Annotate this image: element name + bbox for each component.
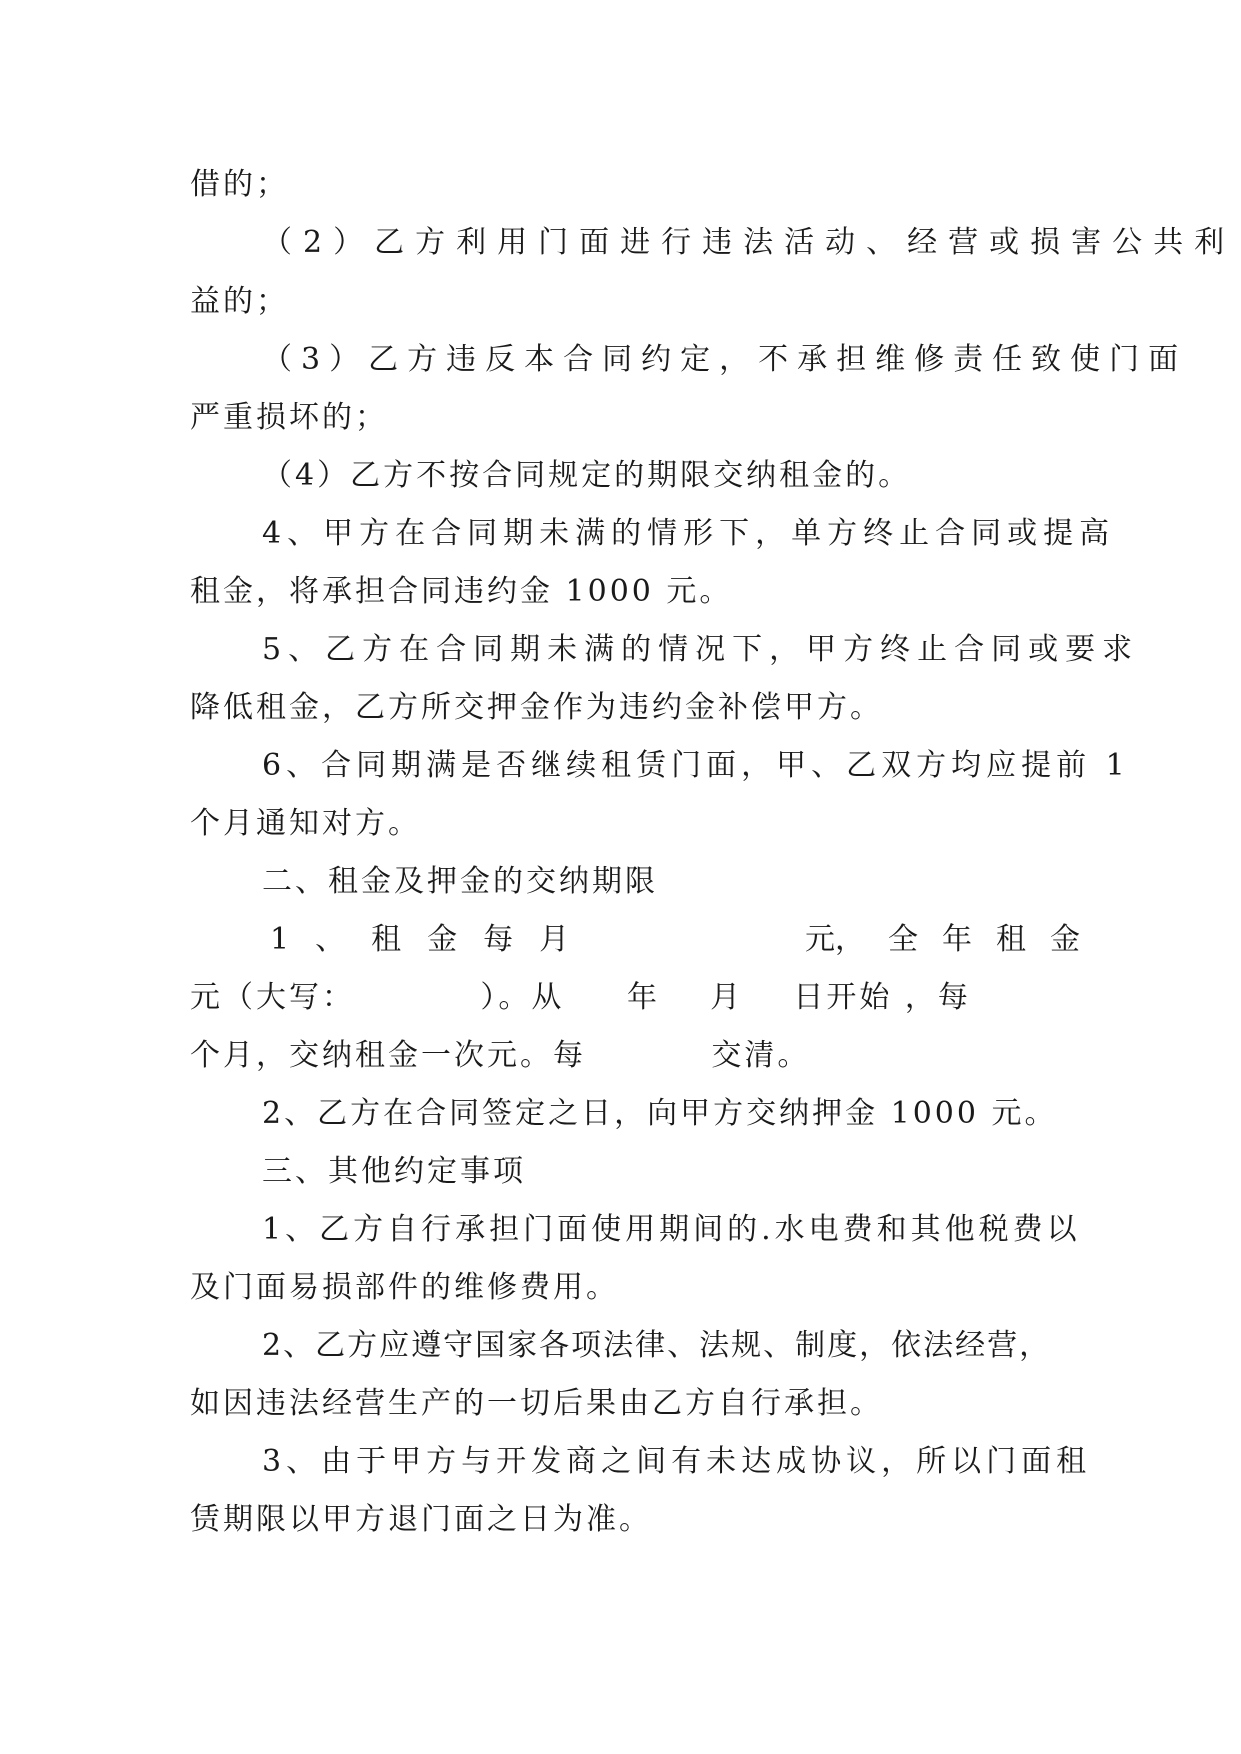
text-line: 如因违法经营生产的一切后果由乙方自行承担。 <box>190 1386 883 1421</box>
text-line: 借的； <box>190 167 289 202</box>
rent-monthly-label: 1、租金每月 <box>270 922 596 957</box>
text-line: （2）乙方利用门面进行违法活动、经营或损害公共利 <box>262 225 1236 260</box>
section-heading: 三、其他约定事项 <box>262 1154 526 1189</box>
text-line: 2、乙方在合同签定之日，向甲方交纳押金 1000 元。 <box>262 1096 1058 1131</box>
text-line: 元（大写： ）。从 年 月 日开始 ，每 <box>190 980 971 1015</box>
text-line: 4、甲方在合同期未满的情形下，单方终止合同或提高 <box>262 516 1116 551</box>
text-line: 及门面易损部件的维修费用。 <box>190 1270 619 1305</box>
text-line: 赁期限以甲方退门面之日为准。 <box>190 1502 652 1537</box>
text-line: （3）乙方违反本合同约定，不承担维修责任致使门面 <box>262 342 1188 377</box>
text-line: 个月，交纳租金一次元。每 交清。 <box>190 1038 811 1073</box>
text-line: （4）乙方不按合同规定的期限交纳租金的。 <box>262 458 912 493</box>
text-line: 租金，将承担合同违约金 1000 元。 <box>190 574 733 609</box>
text-line: 6、合同期满是否继续租赁门面，甲、乙双方均应提前 1 <box>262 748 1130 783</box>
section-heading: 二、租金及押金的交纳期限 <box>262 864 658 899</box>
text-line: 1、乙方自行承担门面使用期间的.水电费和其他税费以 <box>262 1212 1081 1247</box>
text-line: 5、乙方在合同期未满的情况下，甲方终止合同或要求 <box>262 632 1140 667</box>
text-line: 益的； <box>190 284 289 319</box>
text-line: 3、由于甲方与开发商之间有未达成协议，所以门面租 <box>262 1444 1092 1479</box>
text-line: 严重损坏的； <box>190 400 388 435</box>
text-line: 降低租金，乙方所交押金作为违约金补偿甲方。 <box>190 690 883 725</box>
text-line: 个月通知对方。 <box>190 806 421 841</box>
text-line: 2、乙方应遵守国家各项法律、法规、制度，依法经营， <box>262 1328 1052 1363</box>
annual-rent-label: 全年租金 <box>888 922 1104 957</box>
rent-unit-label: 元， <box>805 922 865 957</box>
